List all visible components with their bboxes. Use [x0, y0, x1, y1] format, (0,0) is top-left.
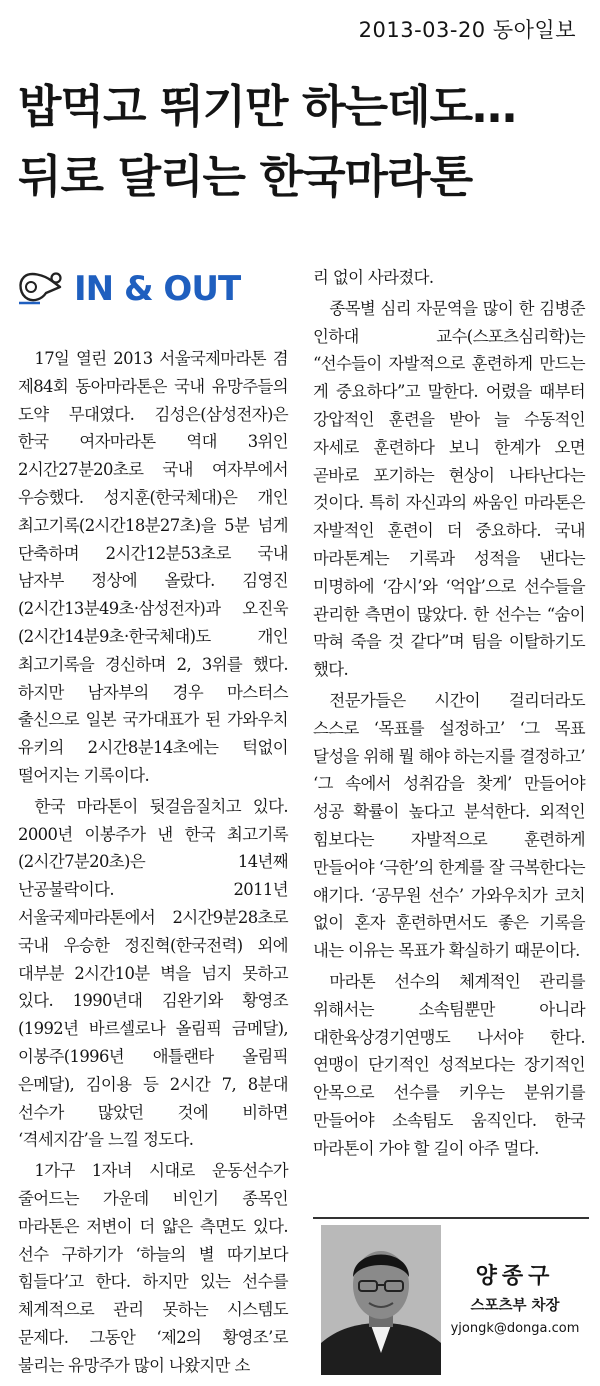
author-photo	[321, 1225, 441, 1375]
article-paragraph-6: 마라톤 선수의 체계적인 관리를 위해서는 소속팀뿐만 아니라 대한육상경기연맹도 나서야 한다. 연맹이 단기적인 성적보다는 장기적인 안목으로 선수를 키우는 분위기를 만들어야 소속팀도 움직인다. 한국 마라톤이 가야 할 길이 아주 멀다.	[313, 971, 585, 1158]
article-column-right	[313, 264, 585, 1163]
column-rubric-label: IN & OUT	[74, 269, 241, 309]
article-paragraph-4: 종목별 심리 자문역을 많이 한 김병준 인하대 교수(스포츠심리학)는 “선수들이 자발적으로 훈련하게 만드는 게 중요하다”고 말한다. 어렸을 때부터 강압적인 훈련을 받아 늘 수동적인 자세로 훈련하다 보니 한계가 오면 곧바로 포기하는 현상이 나타난다는 것이다. 특히 자신과의 싸움인 마라톤은 자발적인 훈련이 더 중요하다. 국내 마라톤계는 기록과 성적을 낸다는 미명하에 ‘감시’와 ‘억압’으로 선수들을 관리한 측면이 많았다. 한 선수는 “숨이 막혀 죽을 것 같다”며 팀을 이탈하기도 했다.	[313, 298, 585, 680]
article-paragraph-3-continued: 리 없이 사라졌다.	[313, 268, 434, 287]
column-rubric	[16, 266, 240, 312]
dateline: 2013-03-20 동아일보	[358, 18, 576, 42]
headline-line-1: 밥먹고 뛰기만 하는데도…	[18, 80, 517, 133]
article-paragraph-3: 1가구 1자녀 시대로 운동선수가 줄어드는 가운데 비인기 종목인 마라톤은 저변이 더 얇은 측면도 있다. 선수 구하기가 ‘하늘의 별 따기보다 힘들다’고 한다. 하지만 있는 선수를 체계적으로 관리 못하는 시스템도 문제다. 그동안 ‘제2의 황영조’로 불리는 유망주가 많이 나왔지만 소	[18, 1161, 288, 1375]
author-info	[445, 1259, 585, 1336]
author-department: 스포츠부 차장	[470, 1298, 560, 1314]
article-paragraph-2: 한국 마라톤이 뒷걸음질치고 있다. 2000년 이봉주가 낸 한국 최고기록(2시간7분20초)은 14년째 난공불락이다. 2011년 서울국제마라톤에서 2시간9분28초로 국내 우승한 정진혁(한국전력) 외에 대부분 2시간10분 벽을 넘지 못하고 있다. 1990년대 김완기와 황영조(1992년 바르셀로나 올림픽 금메달), 이봉주(1996년 애틀랜타 올림픽 은메달), 김이용 등 2시간 7, 8분대 선수가 많았던 것에 비하면 ‘격세지감’을 느낄 정도다.	[18, 796, 288, 1150]
article-paragraph-5: 전문가들은 시간이 걸리더라도 스스로 ‘목표를 설정하고’ ‘그 목표 달성을 위해 뭘 해야 하는지를 결정하고’ ‘그 속에서 성취감을 찾게’ 만들어야 성공 확률이 높다고 분석한다. 외적인 힘보다는 자발적으로 훈련하게 만들어야 ‘극한’의 한계를 잘 극복한다는 얘기다. ‘공무원 선수’ 가와우치가 코치 없이 혼자 훈련하면서도 좋은 기록을 내는 이유는 목표가 확실하기 때문이다.	[313, 690, 585, 961]
whistle-icon	[16, 269, 68, 309]
article-paragraph-1: 17일 열린 2013 서울국제마라톤 겸 제84회 동아마라톤은 국내 유망주들의 도약 무대였다. 김성은(삼성전자)은 한국 여자마라톤 역대 3위인 2시간27분20초로 국내 여자부에서 우승했다. 성지훈(한국체대)은 개인 최고기록(2시간18분27초)을 5분 넘게 단축하며 2시간12분53초로 국내 남자부 정상에 올랐다. 김영진(2시간13분49초·삼성전자)과 오진욱(2시간14분9초·한국체대)도 개인 최고기록을 경신하며 2, 3위를 했다. 하지만 남자부의 경우 마스터스 출신으로 일본 국가대표가 된 가와우치 유키의 2시간8분14초에는 턱없이 떨어지는 기록이다.	[18, 349, 288, 785]
article-column-left	[18, 345, 288, 1379]
headline-line-2: 뒤로 달리는 한국마라톤	[18, 150, 473, 203]
byline	[313, 1217, 589, 1379]
author-name: 양종구	[475, 1264, 555, 1289]
headline	[18, 72, 516, 212]
author-email: yjongk@donga.com	[450, 1321, 580, 1336]
